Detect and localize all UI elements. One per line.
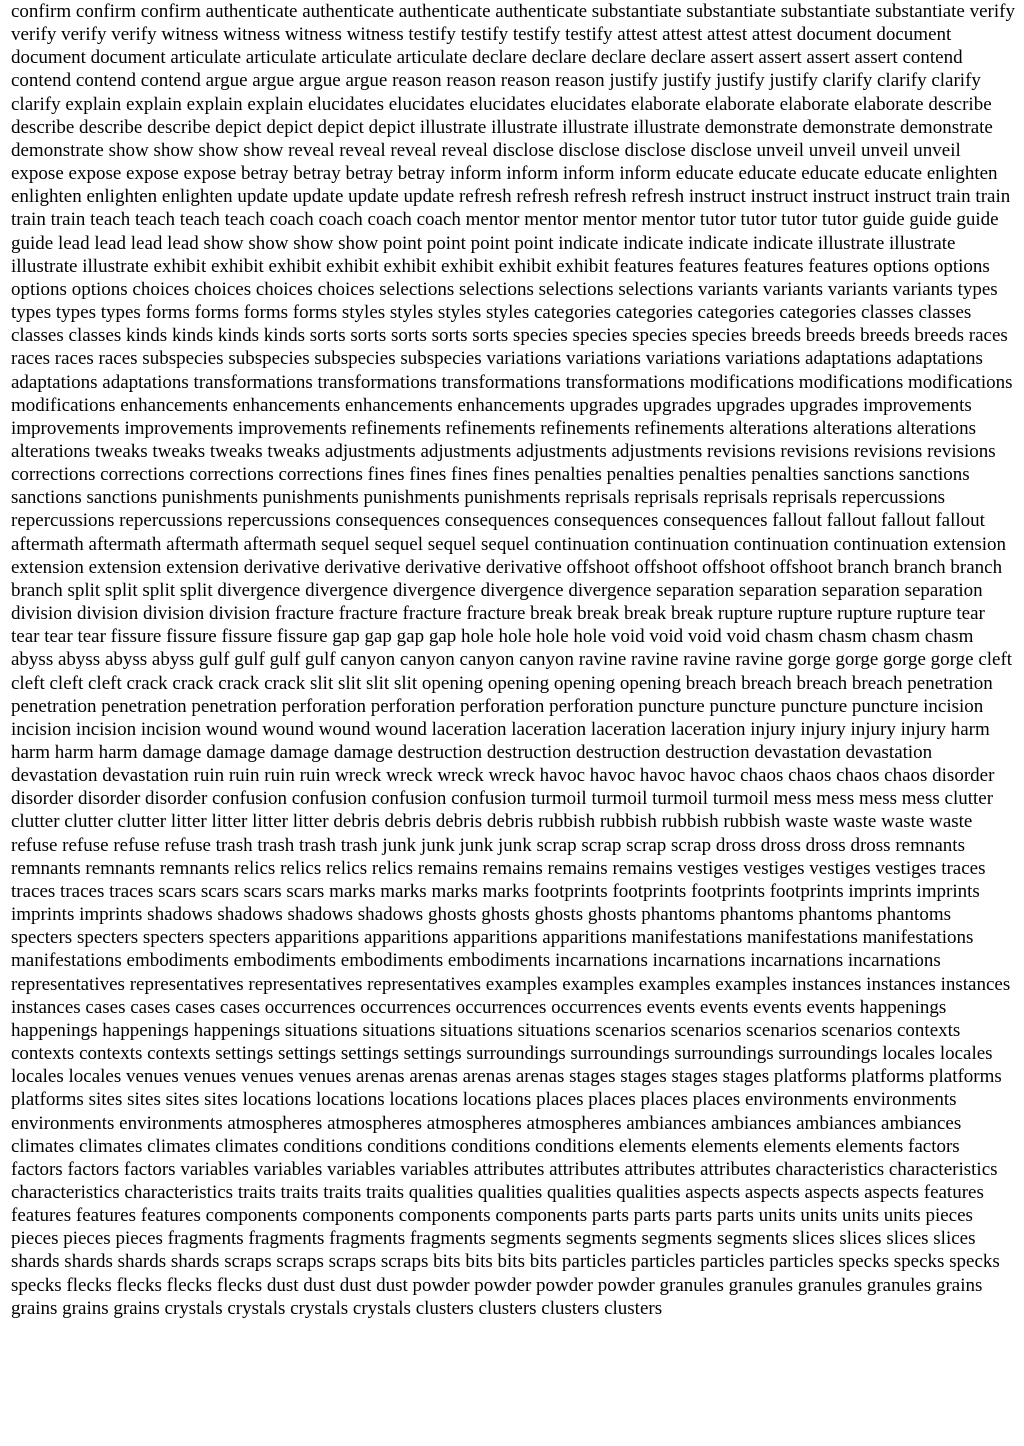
- document-body-text: confirm confirm confirm authenticate authenticate authenticate authenticate substantiate substantiate substantiate substantiate verify verify verify verify witness witness witness witness testify testify testify testify attest attest attest attest document document document document articulate articulate articulate articulate declare declare declare declare assert assert assert assert contend contend contend contend argue argue argue argue reason reason reason reason justify justify justify justify clarify clarify clarify clarify explain explain explain explain elucidates elucidates elucidates elucidates elaborate elaborate elaborate elaborate describe describe describe describe depict depict depict depict illustrate illustrate illustrate illustrate demonstrate demonstrate demonstrate demonstrate show show show show reveal reveal reveal reveal disclose disclose disclose disclose unveil unveil unveil unveil expose expose expose expose betray betray betray betray inform inform inform inform educate educate educate educate enlighten enlighten enlighten enlighten update update update update refresh refresh refresh refresh instruct instruct instruct instruct train train train train teach teach teach teach coach coach coach coach mentor mentor mentor mentor tutor tutor tutor tutor guide guide guide guide lead lead lead lead show show show show point point point point indicate indicate indicate indicate illustrate illustrate illustrate illustrate exhibit exhibit exhibit exhibit exhibit exhibit exhibit exhibit features features features features options options options options choices choices choices choices selections selections selections selections variants variants variants variants types types types types forms forms forms forms styles styles styles styles categories categories categories categories classes classes classes classes kinds kinds kinds kinds sorts sorts sorts sorts sorts species species species species breeds breeds breeds breeds races races races races subspecies subspecies subspecies subspecies variations variations variations variations adaptations adaptations adaptations adaptations transformations transformations transformations transformations modifications modifications modifications modifications enhancements enhancements enhancements enhancements upgrades upgrades upgrades upgrades improvements improvements improvements improvements refinements refinements refinements refinements alterations alterations alterations alterations tweaks tweaks tweaks tweaks adjustments adjustments adjustments adjustments revisions revisions revisions revisions corrections corrections corrections corrections fines fines fines fines penalties penalties penalties penalties sanctions sanctions sanctions sanctions punishments punishments punishments punishments reprisals reprisals reprisals reprisals repercussions repercussions repercussions repercussions consequences consequences consequences consequences fallout fallout fallout fallout aftermath aftermath aftermath aftermath sequel sequel sequel sequel continuation continuation continuation continuation extension extension extension extension derivative derivative derivative derivative offshoot offshoot offshoot offshoot branch branch branch branch split split split split divergence divergence divergence divergence divergence separation separation separation separation division division division division fracture fracture fracture fracture break break break break rupture rupture rupture rupture tear tear tear tear fissure fissure fissure fissure gap gap gap gap hole hole hole hole void void void void chasm chasm chasm chasm abyss abyss abyss abyss gulf gulf gulf gulf canyon canyon canyon canyon ravine ravine ravine ravine gorge gorge gorge gorge cleft cleft cleft cleft crack crack crack crack slit slit slit slit opening opening opening opening breach breach breach breach penetration penetration penetration penetration perforation perforation perforation perforation puncture puncture puncture puncture incision incision incision incision wound wound wound wound laceration laceration laceration laceration injury injury injury injury harm harm harm harm damage damage damage damage destruction destruction destruction destruction devastation devastation devastation devastation ruin ruin ruin ruin wreck wreck wreck wreck havoc havoc havoc havoc chaos chaos chaos chaos disorder disorder disorder disorder confusion confusion confusion confusion turmoil turmoil turmoil turmoil mess mess mess mess clutter clutter clutter clutter litter litter litter litter debris debris debris debris rubbish rubbish rubbish rubbish waste waste waste waste refuse refuse refuse refuse trash trash trash trash junk junk junk junk scrap scrap scrap scrap dross dross dross dross remnants remnants remnants remnants relics relics relics relics remains remains remains remains vestiges vestiges vestiges vestiges traces traces traces traces scars scars scars scars marks marks marks marks footprints footprints footprints footprints imprints imprints imprints imprints shadows shadows shadows shadows ghosts ghosts ghosts ghosts phantoms phantoms phantoms phantoms specters specters specters specters apparitions apparitions apparitions apparitions manifestations manifestations manifestations manifestations embodiments embodiments embodiments embodiments incarnations incarnations incarnations incarnations representatives representatives representatives representatives examples examples examples examples instances instances instances instances cases cases cases cases occurrences occurrences occurrences occurrences events events events events happenings happenings happenings happenings situations situations situations situations scenarios scenarios scenarios scenarios contexts contexts contexts contexts settings settings settings settings surroundings surroundings surroundings surroundings locales locales locales locales venues venues venues venues arenas arenas arenas arenas stages stages stages stages platforms platforms platforms platforms sites sites sites sites locations locations locations locations places places places places environments environments environments environments atmospheres atmospheres atmospheres atmospheres ambiances ambiances ambiances ambiances climates climates climates climates conditions conditions conditions conditions elements elements elements elements factors factors factors factors variables variables variables variables attributes attributes attributes attributes characteristics characteristics characteristics characteristics traits traits traits traits qualities qualities qualities qualities aspects aspects aspects aspects features features features features components components components components parts parts parts parts units units units units pieces pieces pieces pieces fragments fragments fragments fragments segments segments segments segments slices slices slices slices shards shards shards shards scraps scraps scraps scraps bits bits bits bits particles particles particles particles specks specks specks specks flecks flecks flecks flecks dust dust dust dust powder powder powder powder granules granules granules granules grains grains grains grains crystals crystals crystals crystals clusters clusters clusters clusters: [11, 1, 1015, 1319]
